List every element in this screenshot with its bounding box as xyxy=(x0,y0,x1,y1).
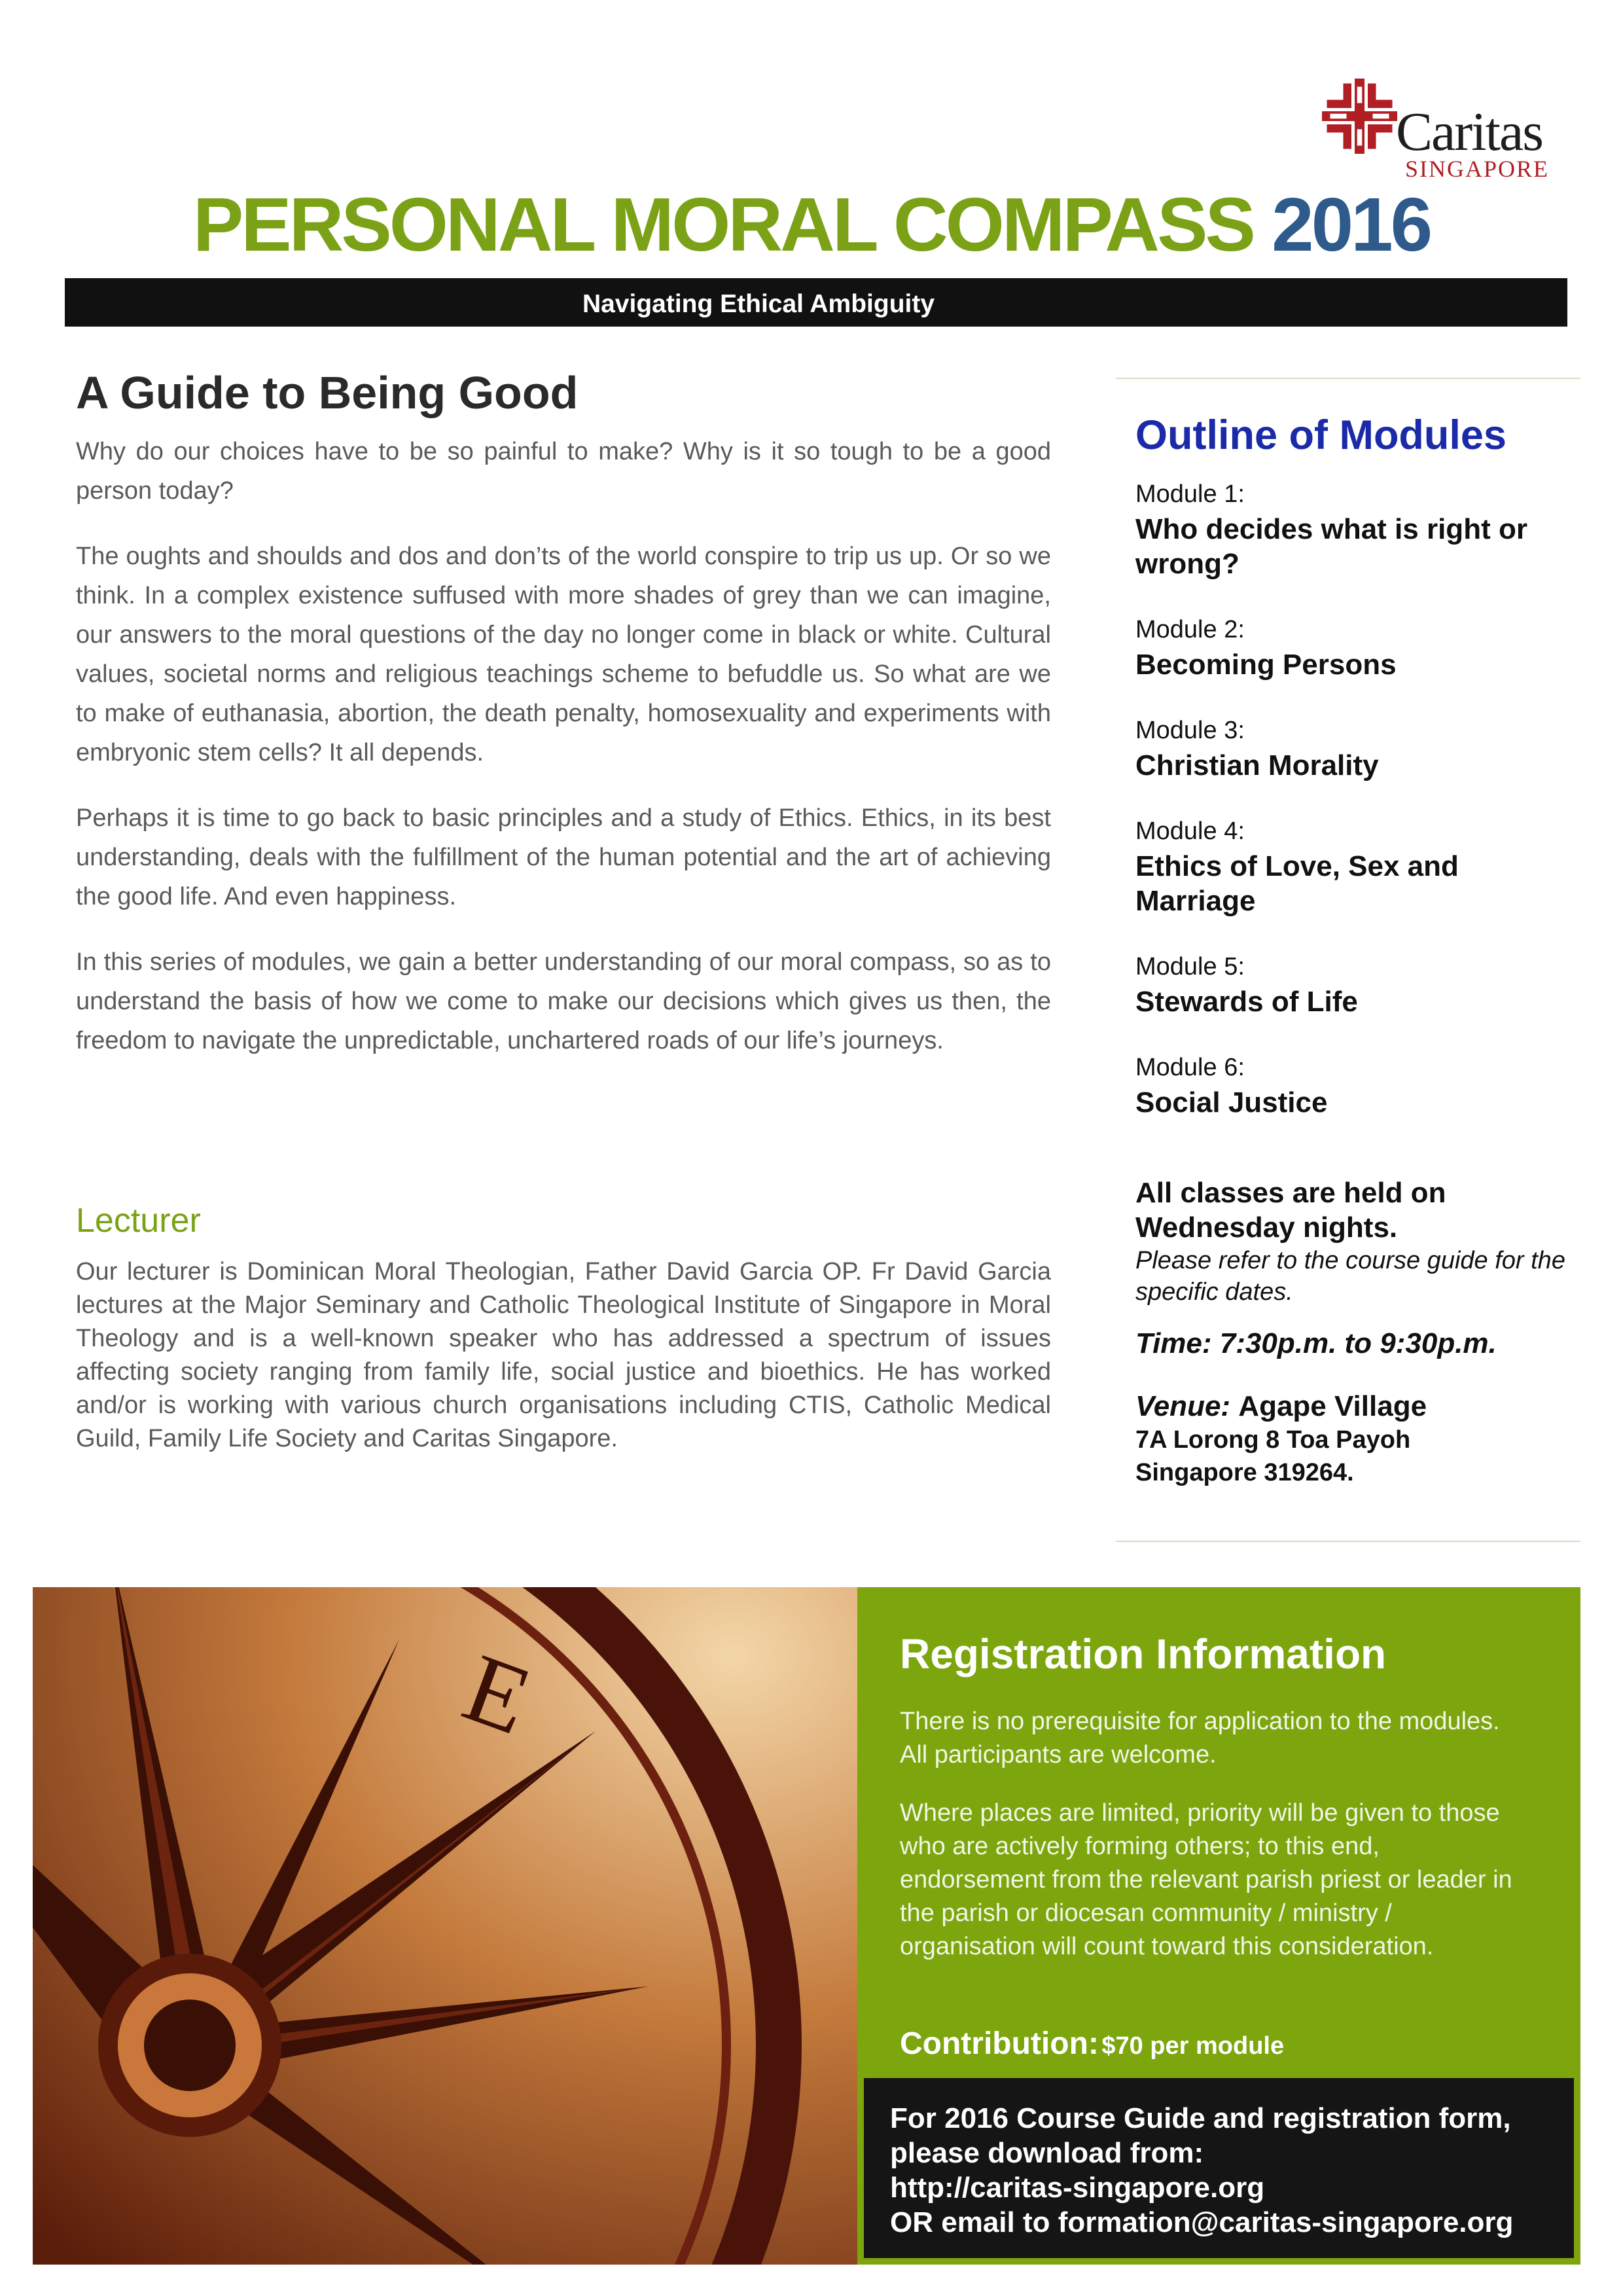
subtitle: Navigating Ethical Ambiguity xyxy=(582,290,935,318)
guide-paragraph: Perhaps it is time to go back to basic principles and a study of Ethics. Ethics, in its best understanding, deals with the fulfillment of the human potential and the art of achieving the good life. And even happiness. xyxy=(76,804,1051,910)
venue-address-line: Singapore 319264. xyxy=(1135,1459,1354,1486)
module-item xyxy=(1135,1050,1574,1120)
module-item xyxy=(1135,477,1574,581)
registration-paragraph: There is no prerequisite for application to the modules. All participants are welcome. xyxy=(900,1708,1500,1768)
module-item xyxy=(1135,613,1574,682)
contribution-label: Contribution: xyxy=(900,2026,1099,2061)
module-label: Module 3: xyxy=(1135,717,1245,744)
caritas-logo xyxy=(1319,75,1574,180)
compass-image xyxy=(33,1587,857,2265)
module-item xyxy=(1135,950,1574,1019)
module-title: Social Justice xyxy=(1135,1086,1328,1119)
venue-label: Venue: xyxy=(1135,1390,1231,1422)
guide-body xyxy=(76,432,1051,1086)
download-box xyxy=(864,2078,1574,2258)
download-link[interactable]: http://caritas-singapore.org xyxy=(890,2172,1265,2204)
contribution-value: $70 per module xyxy=(1101,2032,1285,2060)
download-line: For 2016 Course Guide and registration form, xyxy=(890,2102,1511,2134)
venue-name: Agape Village xyxy=(1238,1390,1427,1422)
registration-heading: Registration Information xyxy=(900,1630,1387,1677)
logo-subtitle: SINGAPORE xyxy=(1405,156,1550,182)
module-label: Module 5: xyxy=(1135,953,1245,980)
email-link[interactable]: OR email to formation@caritas-singapore.org xyxy=(890,2206,1514,2238)
venue xyxy=(1135,1389,1574,1424)
module-title: Becoming Persons xyxy=(1135,649,1397,681)
module-title: Stewards of Life xyxy=(1135,986,1358,1018)
module-label: Module 6: xyxy=(1135,1054,1245,1081)
module-list xyxy=(1135,477,1574,1151)
module-item xyxy=(1135,713,1574,783)
module-item xyxy=(1135,814,1574,918)
module-title: Christian Morality xyxy=(1135,749,1379,781)
contribution xyxy=(900,2026,1284,2062)
module-label: Module 2: xyxy=(1135,616,1245,643)
subtitle-bar xyxy=(65,278,1567,327)
lecturer-body: Our lecturer is Dominican Moral Theologian, Father David Garcia OP. Fr David Garcia lectures at the Major Seminary and Catholic Theological Institute of Singapore in Moral Theology and is a well-known speaker who has addressed a spectrum of issues affecting society ranging from family life, social justice and bioethics. He has worked and/or is working with various church organisations including CTIS, Catholic Medical Guild, Family Life Society and Caritas Singapore. xyxy=(76,1258,1051,1452)
registration-panel xyxy=(857,1587,1580,2265)
download-line: please download from: xyxy=(890,2137,1204,2169)
venue-address-line: 7A Lorong 8 Toa Payoh xyxy=(1135,1426,1411,1454)
module-label: Module 4: xyxy=(1135,817,1245,845)
logo-wordmark: Caritas xyxy=(1396,101,1543,162)
guide-paragraph: Why do our choices have to be so painful to make? Why is it so tough to be a good person today? xyxy=(76,438,1051,505)
classes-note: All classes are held on Wednesday nights. xyxy=(1135,1177,1446,1244)
compass-illustration xyxy=(33,1587,857,2265)
title-main: PERSONAL MORAL COMPASS xyxy=(192,182,1253,267)
registration-paragraph: Where places are limited, priority will be given to those who are actively forming others; to this end, endorsement from the relevant parish priest or leader in the parish or diocesan community / ministry / organisation will count toward this consideration. xyxy=(900,1799,1512,1960)
guide-paragraph: The oughts and shoulds and dos and don’ts of the world conspire to trip us up. Or so we think. In a complex existence suffused with more shades of grey than we can imagine, our answers to the moral questions of the day no longer come in black or white. Cultural values, societal norms and religious teachings scheme to befuddle us. So what are we to make of euthanasia, abortion, the death penalty, homosexuality and experiments with embryonic stem cells? It all depends. xyxy=(76,543,1051,766)
guide-paragraph: In this series of modules, we gain a better understanding of our moral compass, so as to understand the basis of how we come to make our decisions which gives us then, the freedom to navigate the unpredictable, unchartered roads of our life’s journeys. xyxy=(76,948,1051,1054)
guide-heading: A Guide to Being Good xyxy=(76,367,579,418)
class-time: Time: 7:30p.m. to 9:30p.m. xyxy=(1135,1327,1497,1359)
svg-text:E: E xyxy=(450,1633,544,1756)
module-title: Ethics of Love, Sex and Marriage xyxy=(1135,850,1459,917)
title-year: 2016 xyxy=(1272,182,1431,267)
dates-note: Please refer to the course guide for the specific dates. xyxy=(1135,1247,1565,1306)
page-title xyxy=(0,183,1623,267)
schedule-info xyxy=(1135,1175,1574,1489)
module-label: Module 1: xyxy=(1135,480,1245,508)
module-title: Who decides what is right or wrong? xyxy=(1135,513,1527,580)
caritas-cross-icon xyxy=(1319,75,1400,157)
outline-sidebar xyxy=(1116,378,1580,1542)
lecturer-heading: Lecturer xyxy=(76,1202,201,1240)
outline-heading: Outline of Modules xyxy=(1135,412,1507,458)
